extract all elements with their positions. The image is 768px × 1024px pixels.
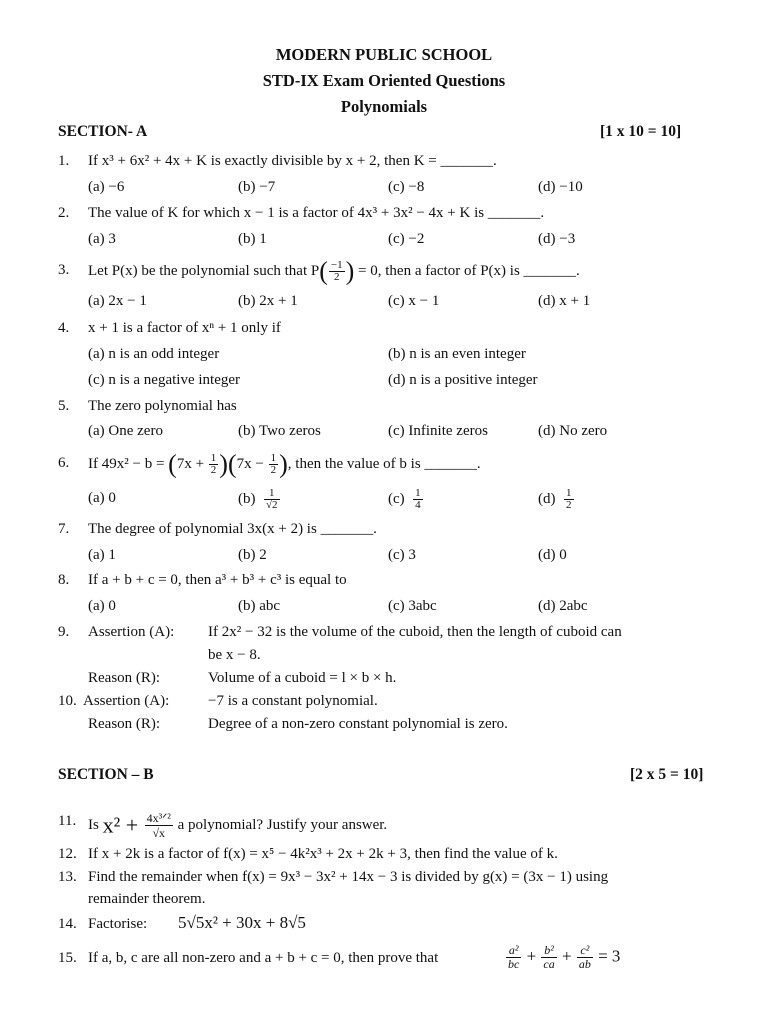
q9-assertion-text: If 2x² − 32 is the volume of the cuboid, then the length of cuboid can [208,624,622,640]
q14-expression: 5√5x² + 30x + 8√5 [178,913,306,932]
q5-option-c: (c) Infinite zeros [388,423,488,439]
q6-number: 6. [58,455,70,471]
q2-option-a: (a) 3 [88,231,116,247]
q7-number: 7. [58,521,70,537]
q8-option-d: (d) 2abc [538,598,588,614]
q10-assertion-label: Assertion (A): [83,693,170,709]
q10-reason-label: Reason (R): [88,716,161,732]
q4-option-c: (c) n is a negative integer [88,372,241,388]
q10-reason-text: Degree of a non-zero constant polynomial is zero. [208,716,508,732]
q6-option-c: (c) $\frac{1}{4}$ [388,487,421,511]
q4-option-b: (b) n is an even integer [388,346,526,362]
q7-option-c: (c) 3 [388,547,416,563]
q9-number: 9. [58,624,70,640]
subject-title: Polynomials [340,97,428,116]
q5-option-a: (a) One zero [88,423,163,439]
q15-expression: $\frac{\text{a²}}{bc}$ + $\frac{\text{b²}}{ca}$ + $\frac{\text{c²}}{ab}$ = 3 [508,943,621,971]
q6-text-pre: If 49x² − b = [88,455,169,472]
q4-text: x + 1 is a factor of xⁿ + 1 only if [88,320,281,336]
q12-text: If x + 2k is a factor of f(x) = x⁵ − 4k²x³ + 2x + 2k + 3, then find the value of k. [88,846,558,862]
school-name: MODERN PUBLIC SCHOOL [275,45,493,64]
q9-reason-text: Volume of a cuboid = l × b × h. [208,670,397,686]
q3-option-c: (c) x − 1 [388,293,440,309]
q2-text: The value of K for which x − 1 is a factor of 4x³ + 3x² − 4x + K is _______. [88,205,545,221]
q7-text: The degree of polynomial 3x(x + 2) is _______. [88,521,377,537]
q4-number: 4. [58,320,70,336]
q3-option-d: (d) x + 1 [538,293,591,309]
q3-number: 3. [58,262,70,278]
q7-option-a: (a) 1 [88,547,116,563]
q9-assertion-text-cont: be x − 8. [208,647,261,663]
q13-number: 13. [58,869,77,885]
q3-option-b: (b) 2x + 1 [238,293,298,309]
q10-number: 10. [58,693,77,709]
exam-title: STD-IX Exam Oriented Questions [262,71,506,90]
q5-text: The zero polynomial has [88,398,237,414]
q8-text: If a + b + c = 0, then a³ + b³ + c³ is equal to [88,572,347,588]
q2-option-c: (c) −2 [388,231,425,247]
section-a-marks: [1 x 10 = 10] [600,123,682,140]
q2-option-d: (d) −3 [538,231,576,247]
q3-text-post: = 0, then a factor of P(x) is _______. [354,262,580,279]
q7-option-d: (d) 0 [538,547,567,563]
q13-text: Find the remainder when f(x) = 9x³ − 3x² + 14x − 3 is divided by g(x) = (3x − 1) using [88,869,609,885]
q1-number: 1. [58,153,70,169]
q14-label: Factorise: [88,916,148,932]
q15-text: If a, b, c are all non-zero and a + b + c = 0, then prove that [88,950,439,966]
q8-number: 8. [58,572,70,588]
q13-text-cont: remainder theorem. [88,891,206,907]
q6-option-a: (a) 0 [88,490,116,506]
section-b-marks: [2 x 5 = 10] [630,766,704,783]
q8-option-a: (a) 0 [88,598,116,614]
q11-text: Is x² + $\frac{\text{4x³ᐟ²}}{√x}$ a polynomial? Justify your answer. [88,811,388,840]
q11-number: 11. [58,813,77,829]
q4-option-a: (a) n is an odd integer [88,346,220,362]
q15-number: 15. [58,950,77,966]
q3-text: Let P(x) be the polynomial such that P( $\frac{-1}{2}$ ) = 0, then a factor of P(x) is _______. [88,256,580,286]
q2-number: 2. [58,205,70,221]
q1-text: If x³ + 6x² + 4x + K is exactly divisible by x + 2, then K = _______. [88,153,497,169]
q9-reason-label: Reason (R): [88,670,161,686]
q1-option-c: (c) −8 [388,179,425,195]
q1-option-a: (a) −6 [88,179,125,195]
q14-number: 14. [58,916,77,932]
q1-option-b: (b) −7 [238,179,276,195]
q9-assertion-label: Assertion (A): [88,624,175,640]
section-a-title: SECTION- A [58,123,148,140]
q3-option-a: (a) 2x − 1 [88,293,147,309]
q8-option-c: (c) 3abc [388,598,437,614]
section-b-title: SECTION – B [58,766,154,783]
q4-option-d: (d) n is a positive integer [388,372,538,388]
q11-fraction: $\frac{\text{4x³ᐟ²}}{√x}$ [146,811,171,840]
q5-number: 5. [58,398,70,414]
q10-assertion-text: −7 is a constant polynomial. [208,693,378,709]
q6-text-post: , then the value of b is _______. [287,455,481,472]
q3-fraction: $\frac{-1}{2}$ [330,259,343,283]
q7-option-b: (b) 2 [238,547,267,563]
q11-expression: x² + [102,812,144,838]
q1-option-d: (d) −10 [538,179,583,195]
q12-number: 12. [58,846,77,862]
q6-text: If 49x² − b = (7x + $\frac{1}{2}$ )(7x − $\frac{1}{2}$ ), then the value of b is _______. [88,449,481,479]
q5-option-b: (b) Two zeros [238,423,321,439]
q6-option-b: (b) $\frac{1}{√2}$ [238,487,278,511]
q2-option-b: (b) 1 [238,231,267,247]
q3-text-pre: Let P(x) be the polynomial such that P [88,262,320,279]
q6-option-d: (d) $\frac{1}{2}$ [538,487,572,511]
q8-option-b: (b) abc [238,598,281,614]
q5-option-d: (d) No zero [538,423,608,439]
